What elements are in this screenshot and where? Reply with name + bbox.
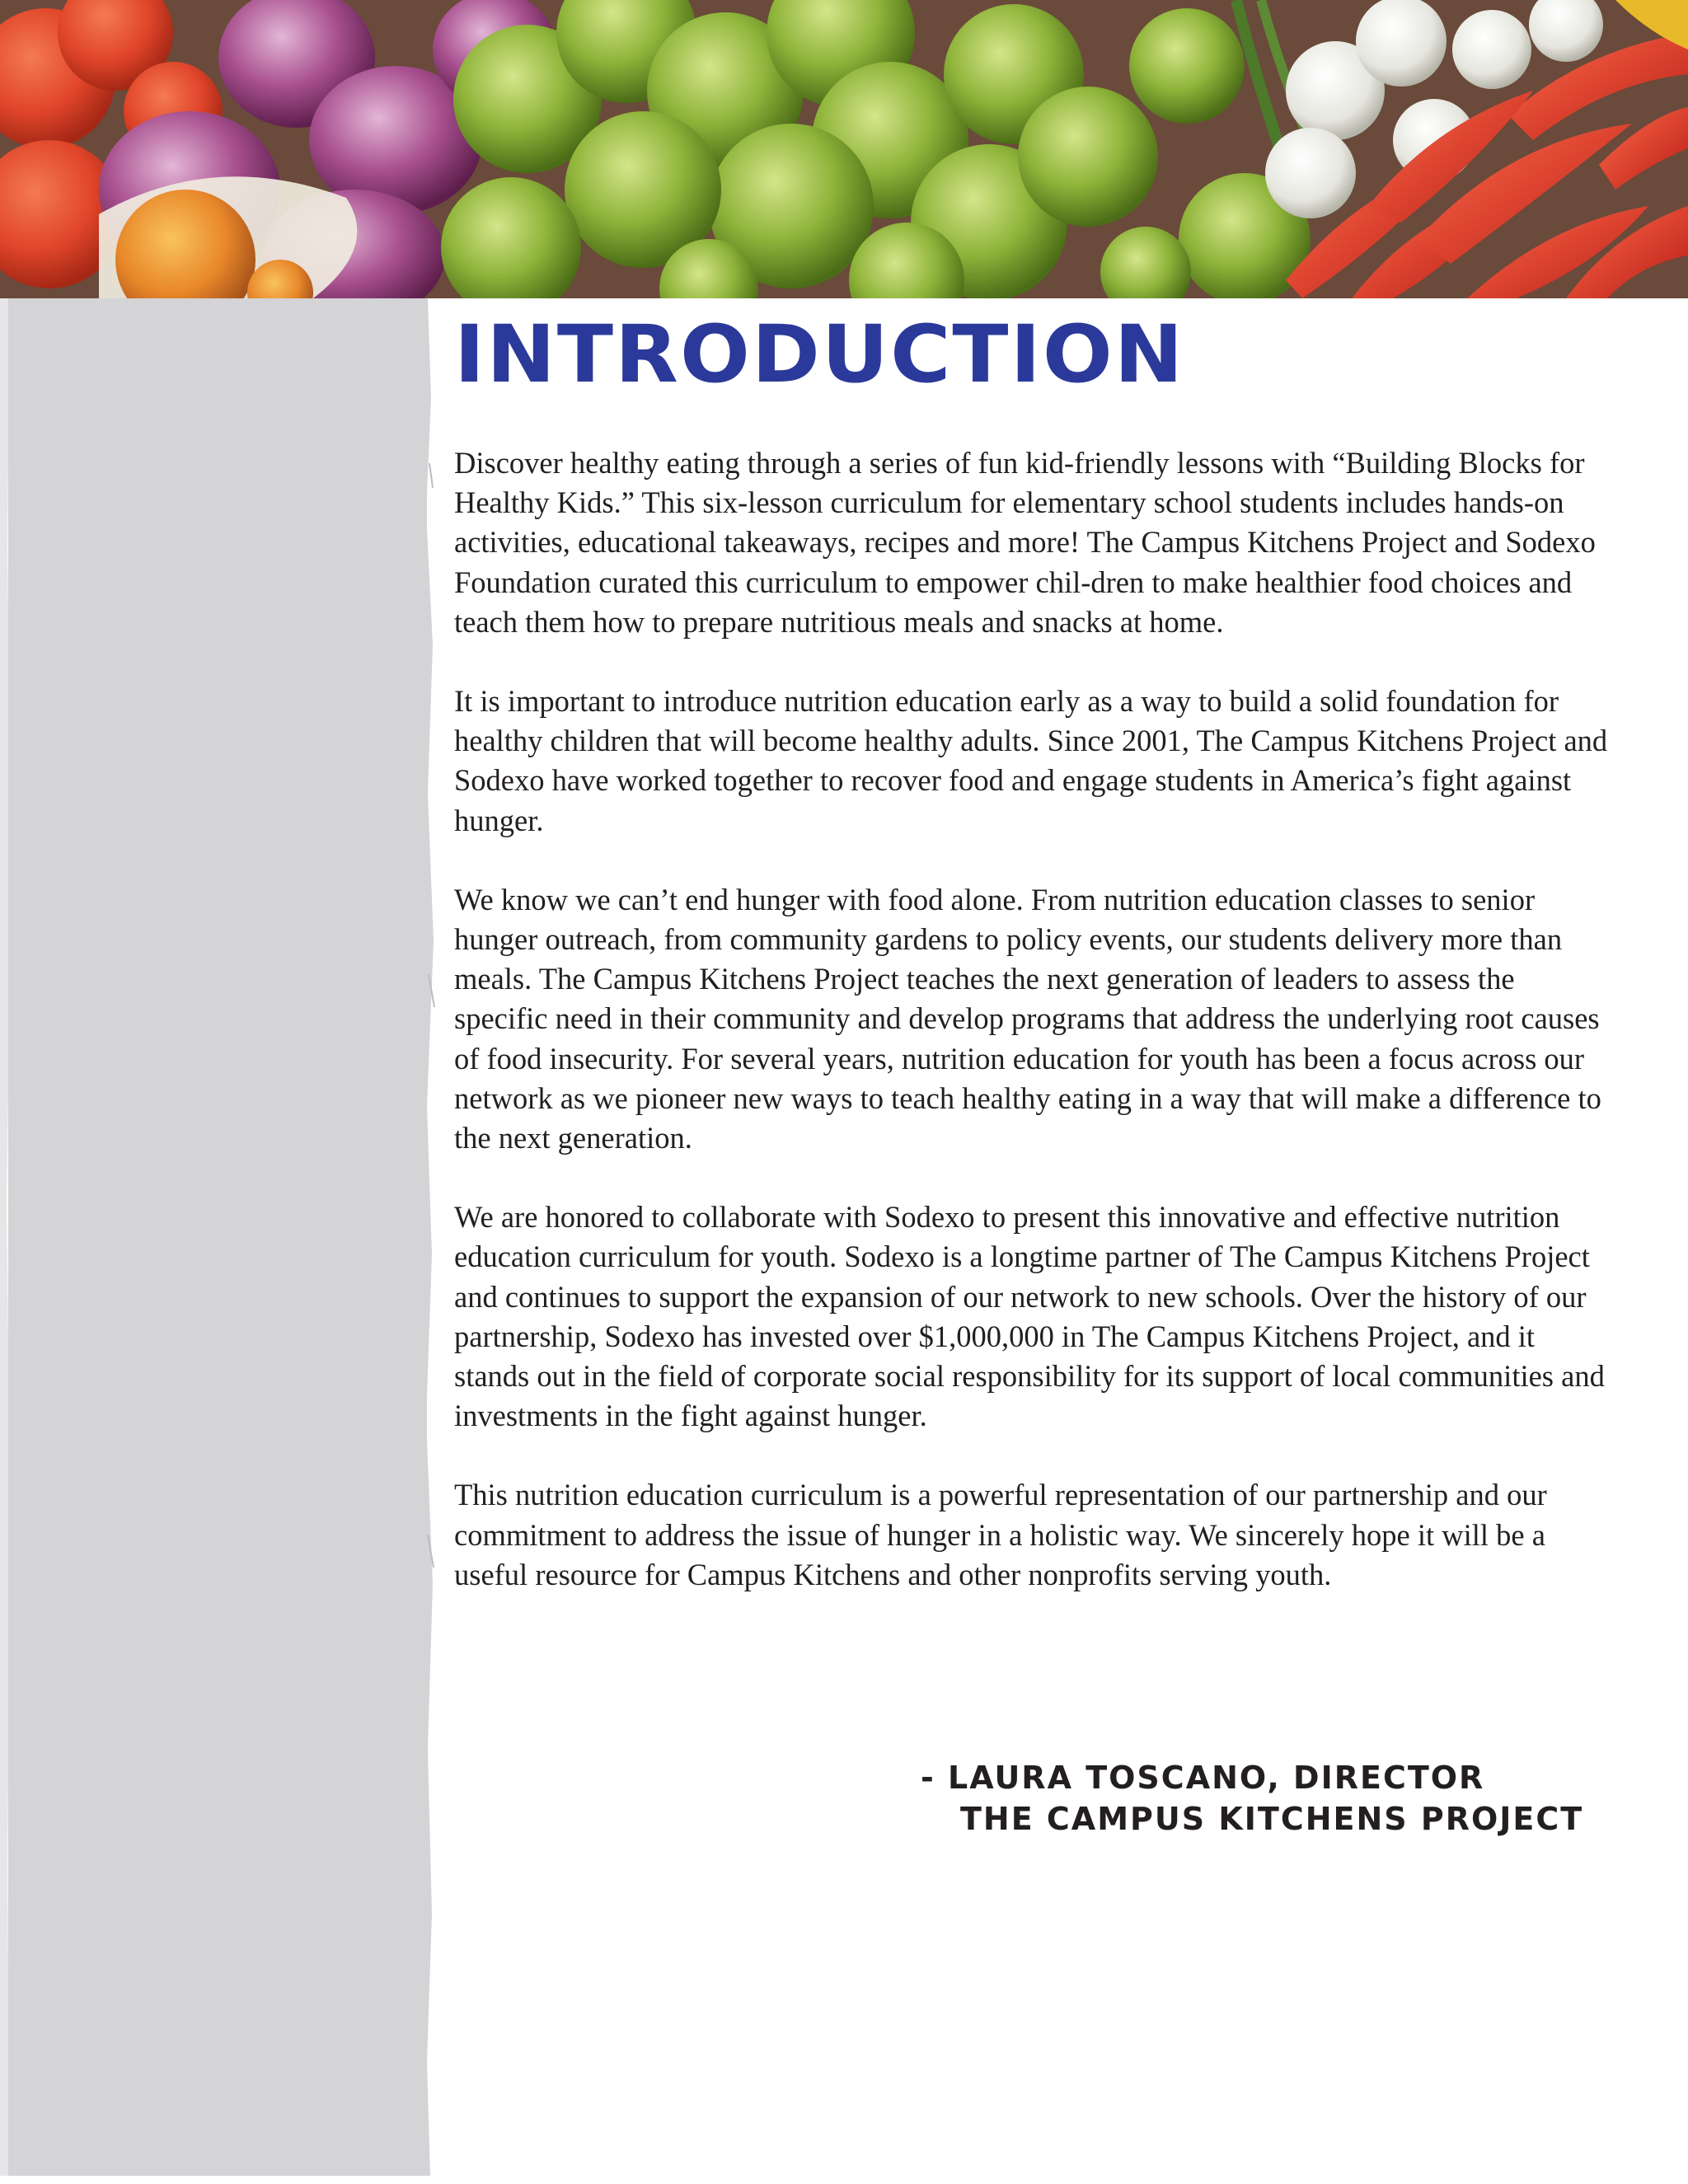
sidebar-brush-edge <box>416 298 436 2176</box>
signature-block <box>921 1757 1583 1840</box>
introduction-section <box>454 307 1608 1634</box>
paragraph-1: Discover healthy eating through a series of fun kid-friendly lessons with “Building Blocks for Healthy Kids.” This six-lesson curriculum for elementary school students includes hands-on activities, educational takeaways, recipes and more! The Campus Kitchens Project and Sodexo Foundation curated this curriculum to empower chil-dren to make healthier food choices and teach them how to prepare nutritious meals and snacks at home. <box>454 446 1596 639</box>
page-title: INTRODUCTION <box>454 308 1185 401</box>
paragraph-5: This nutrition education curriculum is a powerful representation of our partnership and our commitment to address the issue of hunger in a holistic way. We sincerely hope it will be a useful resource for Campus Kitchens and other nonprofits serving youth. <box>454 1478 1547 1591</box>
paragraph-2: It is important to introduce nutrition education early as a way to build a solid foundation for healthy children that will become healthy adults. Since 2001, The Campus Kitchens Project and Sodexo have worked together to recover food and engage students in America’s fight against hunger. <box>454 684 1608 837</box>
body-text <box>454 443 1608 1595</box>
gray-sidebar-panel <box>8 298 427 2176</box>
paragraph-3: We know we can’t end hunger with food alone. From nutrition education classes to senior hunger outreach, from community gardens to policy events, our students delivery more than meals. The Campus Kitchens Project teaches the next generation of leaders to assess the specific need in their community and develop programs that address the underlying root causes of food insecurity. For several years, nutrition education for youth has been a focus across our network as we pioneer new ways to teach healthy eating in a way that will make a difference to the next generation. <box>454 882 1601 1155</box>
paragraph-4: We are honored to collaborate with Sodexo to present this innovative and effective nutrition education curriculum for youth. Sodexo is a longtime partner of The Campus Kitchens Project and continues to support the expansion of our network to new schools. Over the history of our partnership, Sodexo has invested over $1,000,000 in The Campus Kitchens Project, and it stands out in the field of corporate social responsibility for its support of local communities and investments in the fight against hunger. <box>454 1200 1605 1433</box>
produce-banner-image <box>0 0 1688 298</box>
signature-name: - LAURA TOSCANO, DIRECTOR <box>921 1760 1485 1796</box>
signature-organization: THE CAMPUS KITCHENS PROJECT <box>960 1801 1584 1837</box>
